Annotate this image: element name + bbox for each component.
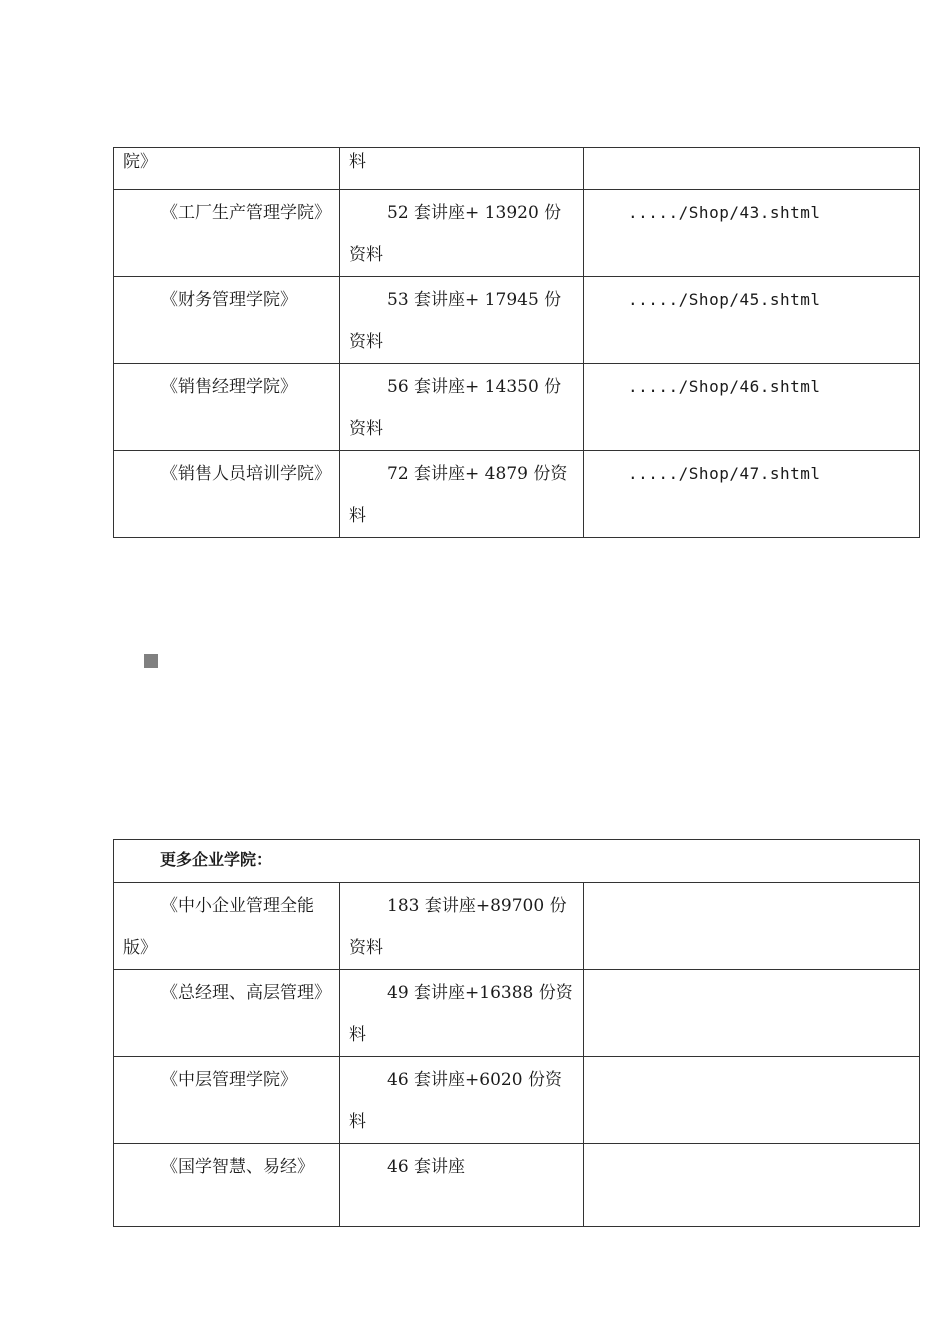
academy-info-cell: 49 套讲座+16388 份资料 <box>340 970 584 1057</box>
table-row <box>114 190 920 277</box>
academy-info-cell: 183 套讲座+89700 份资料 <box>340 883 584 970</box>
academy-link-cell <box>584 883 920 970</box>
academy-info-cell: 52 套讲座+ 13920 份资料 <box>340 190 584 277</box>
academy-name-cell: 《总经理、高层管理》 <box>114 970 340 1057</box>
academy-name-cell: 《销售人员培训学院》 <box>114 451 340 538</box>
academy-name-cell: 院》 <box>114 148 340 190</box>
academy-link-cell[interactable]: ...../Shop/45.shtml <box>584 277 920 364</box>
table-row <box>114 970 920 1057</box>
academy-link-cell[interactable]: ...../Shop/47.shtml <box>584 451 920 538</box>
academy-link-cell <box>584 970 920 1057</box>
academy-table <box>113 147 920 538</box>
academy-name-cell: 《国学智慧、易经》 <box>114 1144 340 1227</box>
more-academies-heading: 更多企业学院： <box>114 840 920 883</box>
academy-link-cell[interactable]: ...../Shop/46.shtml <box>584 364 920 451</box>
table-row <box>114 364 920 451</box>
table-row <box>114 1144 920 1227</box>
academy-name-cell: 《中小企业管理全能版》 <box>114 883 340 970</box>
table-row <box>114 1057 920 1144</box>
table-row <box>114 148 920 190</box>
academy-link-cell[interactable] <box>584 148 920 190</box>
academy-info-cell: 53 套讲座+ 17945 份资料 <box>340 277 584 364</box>
table-header-row <box>114 840 920 883</box>
academy-name-cell: 《中层管理学院》 <box>114 1057 340 1144</box>
table-row <box>114 277 920 364</box>
academy-name-cell: 《财务管理学院》 <box>114 277 340 364</box>
academy-info-cell: 46 套讲座 <box>340 1144 584 1227</box>
table-row <box>114 451 920 538</box>
academy-info-cell: 72 套讲座+ 4879 份资料 <box>340 451 584 538</box>
table-row <box>114 883 920 970</box>
academy-info-cell: 46 套讲座+6020 份资料 <box>340 1057 584 1144</box>
academy-info-cell: 料 <box>340 148 584 190</box>
academy-info-cell: 56 套讲座+ 14350 份资料 <box>340 364 584 451</box>
academy-name-cell: 《工厂生产管理学院》 <box>114 190 340 277</box>
more-academies-table <box>113 839 920 1227</box>
academy-link-cell <box>584 1144 920 1227</box>
academy-link-cell[interactable]: ...../Shop/43.shtml <box>584 190 920 277</box>
academy-name-cell: 《销售经理学院》 <box>114 364 340 451</box>
square-bullet-icon <box>144 654 158 668</box>
academy-link-cell <box>584 1057 920 1144</box>
